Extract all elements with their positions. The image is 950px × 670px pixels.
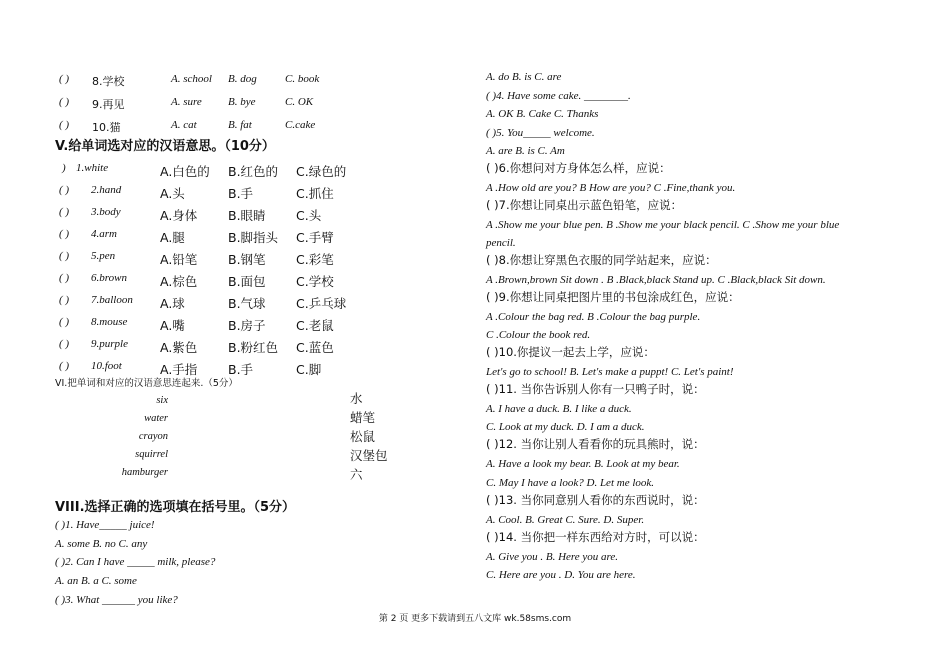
question-line[interactable]: ( )3. What ______ you like? [55, 594, 178, 606]
option-c: C.手臂 [296, 230, 334, 245]
answer-paren[interactable]: ) [62, 162, 66, 174]
option-b: B.房子 [228, 318, 266, 333]
question-line[interactable]: ( )12. 当你让别人看看你的玩具熊时，说： [486, 437, 705, 451]
question-line[interactable]: ( )4. Have some cake. ________. [486, 90, 631, 102]
option-a: A. school [171, 73, 212, 85]
question-word: 10.foot [91, 360, 122, 372]
option-c: C. book [285, 73, 320, 85]
question-line[interactable]: ( )8.你想让穿黑色衣服的同学站起来，应说： [486, 253, 717, 267]
match-word[interactable]: squirrel [135, 449, 168, 460]
option-b: B.手 [228, 362, 254, 377]
option-c: C.cake [285, 119, 316, 131]
option-b: B.脚指头 [228, 230, 279, 245]
option-b: B.粉红色 [228, 340, 279, 355]
options-line: A. are B. is C. Am [486, 145, 565, 157]
option-a: A.白色的 [160, 164, 210, 179]
option-c: C.脚 [296, 362, 322, 377]
question-line[interactable]: ( )7.你想让同桌出示蓝色铅笔，应说： [486, 198, 683, 212]
answer-paren[interactable]: ( ) [59, 73, 70, 85]
option-c: C.头 [296, 208, 322, 223]
answer-paren[interactable]: ( ) [59, 272, 70, 284]
options-line: A. an B. a C. some [55, 575, 137, 587]
question-word: 10.猫 [92, 121, 121, 134]
option-b: B. dog [228, 73, 257, 85]
option-c: C. OK [285, 96, 314, 108]
question-line[interactable]: ( )6.你想问对方身体怎么样，应说： [486, 161, 671, 175]
section-title-part8: VIII.选择正确的选项填在括号里。（5分） [55, 500, 296, 515]
option-a: A.紫色 [160, 340, 198, 355]
option-c: C.乒乓球 [296, 296, 347, 311]
option-c: C.抓住 [296, 186, 334, 201]
answer-paren[interactable]: ( ) [59, 294, 70, 306]
question-word: 3.body [91, 206, 121, 218]
option-a: A.腿 [160, 230, 185, 245]
answer-paren[interactable]: ( ) [59, 338, 70, 350]
question-word: 2.hand [91, 184, 122, 196]
answer-paren[interactable]: ( ) [59, 228, 70, 240]
match-meaning[interactable]: 六 [350, 467, 363, 482]
options-line: A. Cool. B. Great C. Sure. D. Super. [486, 514, 645, 526]
question-line[interactable]: ( )11. 当你告诉别人你有一只鸭子时，说： [486, 382, 705, 396]
option-a: A.头 [160, 186, 185, 201]
options-line: C. Here are you . D. You are here. [486, 569, 636, 581]
option-c: C.绿色的 [296, 164, 347, 179]
option-c: C.学校 [296, 274, 334, 289]
option-a: A.手指 [160, 362, 198, 377]
option-c: C.蓝色 [296, 340, 334, 355]
question-word: 1.white [76, 162, 109, 174]
question-line[interactable]: ( )13. 当你同意别人看你的东西说时，说： [486, 493, 705, 507]
options-line: A .How old are you? B How are you? C .Fine,thank you. [486, 182, 736, 194]
options-line: A. Give you . B. Here you are. [486, 551, 619, 563]
match-word[interactable]: hamburger [121, 467, 168, 478]
options-line: C .Colour the book red. [486, 329, 591, 341]
question-word: 9.再见 [92, 98, 125, 111]
page-footer: 第 2 页 更多下载请到五八文库 wk.58sms.com [378, 614, 572, 624]
question-word: 9.purple [91, 338, 128, 350]
option-b: B. bye [228, 96, 256, 108]
option-b: B.气球 [228, 296, 266, 311]
match-word[interactable]: six [156, 395, 168, 406]
option-b: B.钢笔 [228, 252, 266, 267]
option-a: A.身体 [160, 208, 198, 223]
question-line[interactable]: ( )2. Can I have _____ milk, please? [55, 556, 216, 568]
match-meaning[interactable]: 蜡笔 [350, 410, 376, 425]
options-line: pencil. [486, 237, 516, 249]
match-meaning[interactable]: 松鼠 [350, 429, 376, 444]
option-a: A. sure [171, 96, 202, 108]
option-b: B.面包 [228, 274, 266, 289]
question-line[interactable]: ( )9.你想让同桌把图片里的书包涂成红色，应说： [486, 290, 740, 304]
option-b: B.红色的 [228, 164, 279, 179]
question-line[interactable]: ( )10.你提议一起去上学，应说： [486, 345, 655, 359]
match-meaning[interactable]: 水 [350, 391, 363, 406]
options-line: A. OK B. Cake C. Thanks [486, 108, 599, 120]
option-a: A.棕色 [160, 274, 198, 289]
option-b: B.手 [228, 186, 254, 201]
answer-paren[interactable]: ( ) [59, 96, 70, 108]
options-line: Let's go to school! B. Let's make a puppt! C. Let's paint! [486, 366, 734, 378]
section-title-part6: VI.把单词和对应的汉语意思连起来.（5分） [55, 378, 238, 389]
option-a: A.嘴 [160, 318, 185, 333]
question-line[interactable]: ( )14. 当你把一样东西给对方时，可以说： [486, 530, 705, 544]
option-c: C.老鼠 [296, 318, 334, 333]
option-b: B.眼睛 [228, 208, 266, 223]
options-line: A .Colour the bag red. B .Colour the bag purple. [486, 311, 701, 323]
option-b: B. fat [228, 119, 252, 131]
match-word[interactable]: water [144, 413, 168, 424]
answer-paren[interactable]: ( ) [59, 316, 70, 328]
question-word: 5.pen [91, 250, 116, 262]
options-line: A. I have a duck. B. I like a duck. [486, 403, 632, 415]
options-line: A. some B. no C. any [55, 538, 148, 550]
option-a: A.球 [160, 296, 185, 311]
answer-paren[interactable]: ( ) [59, 206, 70, 218]
option-c: C.彩笔 [296, 252, 334, 267]
options-line: A. Have a look my bear. B. Look at my bear. [486, 458, 680, 470]
match-word[interactable]: crayon [138, 431, 168, 442]
option-a: A.铅笔 [160, 252, 198, 267]
options-line: C. May I have a look? D. Let me look. [486, 477, 655, 489]
answer-paren[interactable]: ( ) [59, 250, 70, 262]
options-line: A .Brown,brown Sit down . B .Black,black Stand up. C .Black,black Sit down. [486, 274, 826, 286]
section-title-part5: V.给单词选对应的汉语意思。（10分） [55, 139, 275, 154]
options-line: A .Show me your blue pen. B .Show me your black pencil. C .Show me your blue [486, 219, 840, 231]
question-line[interactable]: ( )5. You_____ welcome. [486, 127, 595, 139]
answer-paren[interactable]: ( ) [59, 119, 70, 131]
question-word: 8.mouse [91, 316, 128, 328]
question-word: 8.学校 [92, 75, 125, 88]
answer-paren[interactable]: ( ) [59, 184, 70, 196]
answer-paren[interactable]: ( ) [59, 360, 70, 372]
question-word: 7.balloon [91, 294, 133, 306]
option-a: A. cat [171, 119, 197, 131]
question-word: 6.brown [91, 272, 127, 284]
question-word: 4.arm [91, 228, 117, 240]
options-line: A. do B. is C. are [486, 71, 562, 83]
options-line: C. Look at my duck. D. I am a duck. [486, 421, 645, 433]
match-meaning[interactable]: 汉堡包 [350, 448, 388, 463]
question-line[interactable]: ( )1. Have_____ juice! [55, 519, 155, 531]
